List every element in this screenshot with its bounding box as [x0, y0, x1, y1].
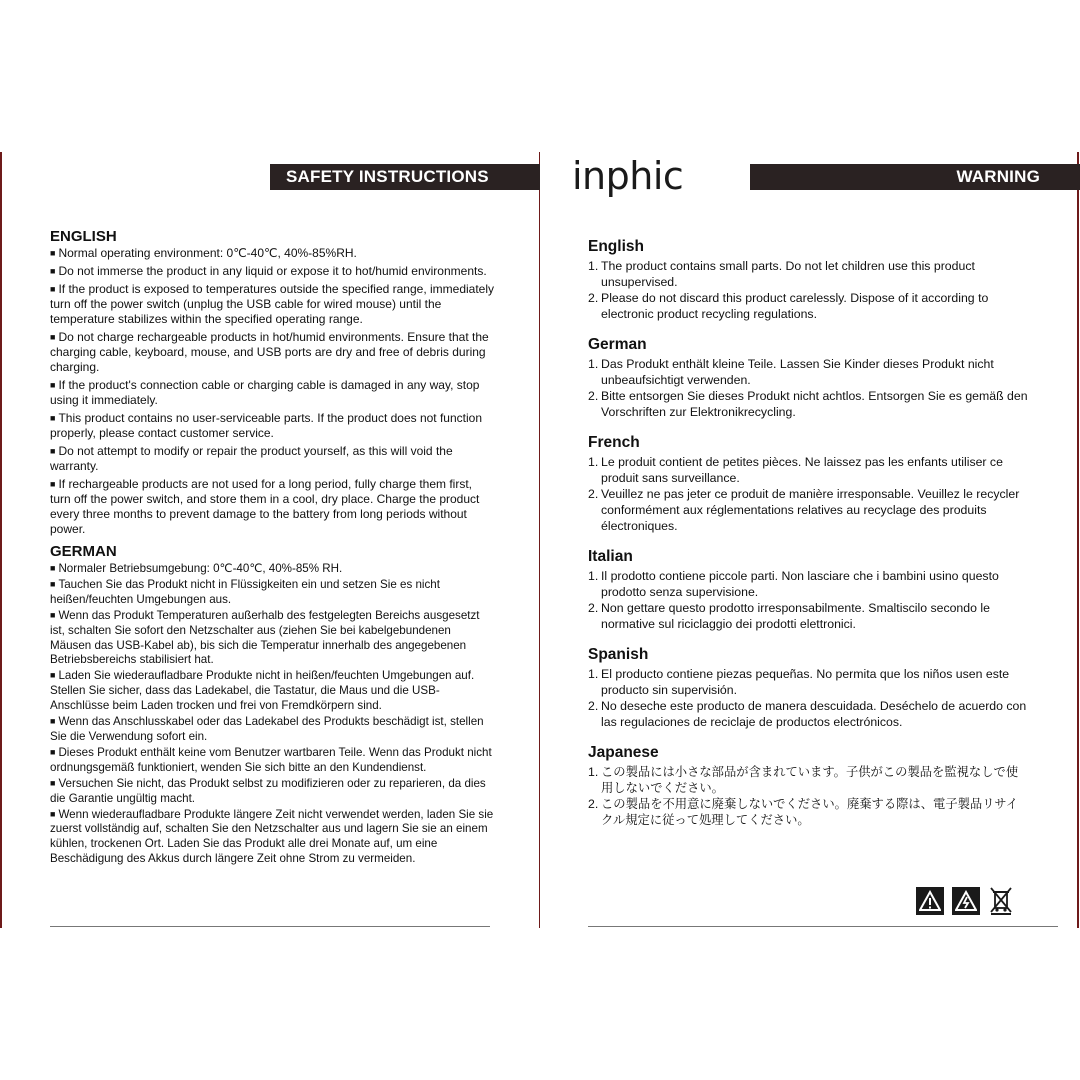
list-item: 1. El producto contiene piezas pequeñas. No permita que los niños usen este producto sin supervisión.: [588, 667, 1010, 697]
electric-hazard-icon: [952, 887, 980, 915]
section-title: French: [588, 434, 640, 451]
list-item: 2. Non gettare questo prodotto irresponsabilmente. Smaltiscilo secondo le normative sul riciclaggio dei prodotti elettronici.: [588, 601, 990, 631]
english-instructions-list: [50, 246, 494, 537]
list-item: 2. この製品を不用意に廃棄しないでください。廃棄する際は、電子製品リサイクル規定に従って処理してください。: [588, 797, 1018, 827]
list-item: ■ Do not attempt to modify or repair the product yourself, as this will void the warranty.: [50, 444, 453, 473]
warning-manual-icon: [916, 887, 944, 915]
bullet-icon: ■: [50, 284, 56, 294]
warning-page: [542, 150, 1080, 930]
list-item: 1. The product contains small parts. Do not let children use this product unsupervised.: [588, 259, 975, 289]
list-item: ■ This product contains no user-serviceable parts. If the product does not function properly, please contact customer service.: [50, 411, 483, 440]
bullet-icon: ■: [50, 563, 56, 573]
bullet-icon: ■: [50, 266, 56, 276]
list-item: ■ Normaler Betriebsumgebung: 0℃-40℃, 40%-85% RH.: [50, 562, 343, 575]
list-item: 2. Bitte entsorgen Sie dieses Produkt nicht achtlos. Entsorgen Sie es gemäß den Vorschriften zur Elektronikrecycling.: [588, 389, 1028, 419]
warning-section-english: [588, 238, 1028, 322]
bullet-icon: ■: [50, 609, 56, 620]
list-item: ■ Tauchen Sie das Produkt nicht in Flüssigkeiten ein und setzen Sie es nicht heißen/feuchten Umgebungen aus.: [50, 577, 440, 606]
list-item: ■ Dieses Produkt enthält keine vom Benutzer wartbaren Teile. Wenn das Produkt nicht ordnungsgemäß funktioniert, wenden Sie sich bitte an den Kundendienst.: [50, 745, 492, 774]
list-item: ■ If rechargeable products are not used for a long period, fully charge them first, turn off the power switch, and store them in a cool, dry place. Charge the product every three months to prevent damage to the battery from long periods without power.: [50, 477, 480, 536]
warning-section-spanish: [588, 646, 1028, 730]
bullet-icon: ■: [50, 777, 56, 788]
bullet-icon: ■: [50, 479, 56, 489]
safety-instructions-header: SAFETY INSTRUCTIONS: [270, 164, 540, 190]
list-item: 1. Das Produkt enthält kleine Teile. Lassen Sie Kinder dieses Produkt nicht unbeaufsichtigt verwenden.: [588, 357, 994, 387]
safety-content: [50, 228, 494, 867]
bullet-icon: ■: [50, 670, 56, 681]
section-title: Spanish: [588, 646, 649, 663]
english-section-title: ENGLISH: [50, 228, 117, 245]
bullet-icon: ■: [50, 746, 56, 757]
german-section-title: GERMAN: [50, 543, 117, 560]
warning-header: WARNING: [750, 164, 1080, 190]
right-bottom-rule: [588, 926, 1058, 927]
list-item: 1. この製品には小さな部品が含まれています。子供がこの製品を監視なしで使用しないでください。: [588, 765, 1019, 795]
list-item: 2. Veuillez ne pas jeter ce produit de manière irresponsable. Veuillez le recycler conformément aux réglementations relatives au recyclage des produits électroniques.: [588, 487, 1020, 533]
list-item: ■ Wenn wiederaufladbare Produkte längere Zeit nicht verwendet werden, laden Sie sie zuerst vollständig auf, schalten Sie den Netzschalter aus und lagern Sie sie an einem kühlen, trockenen Ort. Laden Sie das Produkt alle drei Monate auf, um eine Beschädigung des Akkus durch längere Zeit ohne Strom zu vermeiden.: [50, 807, 494, 866]
inphic-logo: inphic: [572, 154, 684, 198]
list-item: ■ Do not immerse the product in any liquid or expose it to hot/humid environments.: [50, 264, 487, 278]
left-bottom-rule: [50, 926, 490, 927]
bullet-icon: ■: [50, 446, 56, 456]
list-item: 2. No deseche este producto de manera descuidada. Deséchelo de acuerdo con las regulaciones de reciclaje de productos electrónicos.: [588, 699, 1027, 729]
list-item: ■ If the product is exposed to temperatures outside the specified range, immediately turn off the power switch (unplug the USB cable for wired mouse) until the temperature stabilizes within the specified operating range.: [50, 282, 495, 326]
bullet-icon: ■: [50, 332, 56, 342]
list-item: 2. Please do not discard this product carelessly. Dispose of it according to electronic product recycling regulations.: [588, 291, 989, 321]
list-item: ■ Wenn das Produkt Temperaturen außerhalb des festgelegten Bereichs ausgesetzt ist, schalten Sie sofort den Netzschalter aus (ziehen Sie bei kabelgebundenen Mäusen das USB-Kabel ab), bis sich die Temperatur innerhalb des angegebenen Betriebsbereichs stabilisiert hat.: [50, 608, 480, 667]
list-item: ■ If the product's connection cable or charging cable is damaged in any way, stop using it immediately.: [50, 378, 480, 407]
bullet-icon: ■: [50, 413, 56, 423]
warning-section-italian: [588, 548, 1028, 632]
list-item: 1. Il prodotto contiene piccole parti. Non lasciare che i bambini usino questo prodotto senza supervisione.: [588, 569, 999, 599]
bullet-icon: ■: [50, 716, 56, 727]
list-item: ■ Do not charge rechargeable products in hot/humid environments. Ensure that the charging cable, keyboard, mouse, and USB ports are dry and free of debris during charging.: [50, 330, 489, 374]
bullet-icon: ■: [50, 808, 56, 819]
list-item: 1. Le produit contient de petites pièces. Ne laissez pas les enfants utiliser ce produit sans surveillance.: [588, 455, 1003, 485]
warning-section-japanese: [588, 744, 1028, 828]
bullet-icon: ■: [50, 380, 56, 390]
section-title: Japanese: [588, 744, 659, 761]
bullet-icon: ■: [50, 248, 56, 258]
section-title: Italian: [588, 548, 633, 565]
list-item: ■ Normal operating environment: 0℃-40℃, 40%-85%RH.: [50, 246, 357, 260]
section-title: German: [588, 336, 647, 353]
weee-crossed-bin-icon: [988, 886, 1014, 916]
bullet-icon: ■: [50, 578, 56, 589]
list-item: ■ Versuchen Sie nicht, das Produkt selbst zu modifizieren oder zu reparieren, da dies die Garantie ungültig macht.: [50, 776, 486, 805]
warning-section-french: [588, 434, 1028, 534]
safety-instructions-page: [0, 150, 540, 930]
warning-section-german: [588, 336, 1028, 420]
list-item: ■ Wenn das Anschlusskabel oder das Ladekabel des Produkts beschädigt ist, stellen Sie die Verwendung sofort ein.: [50, 715, 484, 743]
section-title: English: [588, 238, 644, 255]
warning-content: [588, 238, 1028, 842]
certification-icons: [916, 886, 1014, 916]
list-item: ■ Laden Sie wiederaufladbare Produkte nicht in heißen/feuchten Umgebungen auf. Stellen Sie sicher, dass das Ladekabel, die Tastatur, die Maus und die USB-Anschlüsse beim Laden trocken und frei von Fremdkörpern sind.: [50, 669, 475, 713]
german-instructions-list: [50, 561, 494, 867]
